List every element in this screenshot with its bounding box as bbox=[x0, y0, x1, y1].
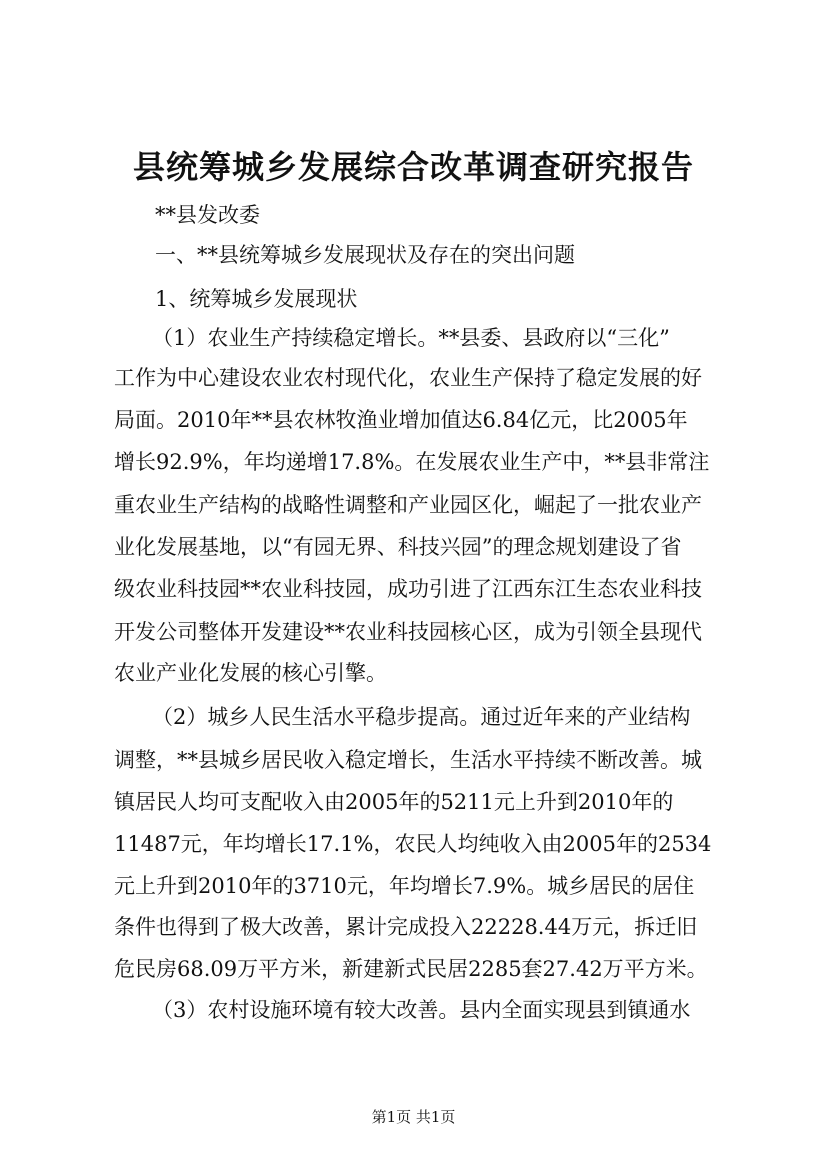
section-heading: 一、**县统筹城乡发展现状及存在的突出问题 bbox=[155, 243, 575, 267]
paragraph-line: 危民房68.09万平方米，新建新式民居2285套27.42万平方米。 bbox=[114, 957, 708, 981]
paragraph-line: 镇居民人均可支配收入由2005年的5211元上升到2010年的 bbox=[114, 790, 674, 814]
paragraph-line: 农业产业化发展的核心引擎。 bbox=[114, 661, 387, 685]
subsection-heading: 1、统筹城乡发展现状 bbox=[155, 287, 358, 311]
paragraph-line: 级农业科技园**农业科技园，成功引进了江西东江生态农业科技 bbox=[114, 577, 702, 601]
paragraph-line: 开发公司整体开发建设**农业科技园核心区，成为引领全县现代 bbox=[114, 620, 702, 644]
paragraph-line: 局面。2010年**县农林牧渔业增加值达6.84亿元，比2005年 bbox=[114, 408, 688, 432]
paragraph-line: 重农业生产结构的战略性调整和产业园区化，崛起了一批农业产 bbox=[114, 493, 702, 517]
paragraph-line: 调整，**县城乡居民收入稳定增长，生活水平持续不断改善。城 bbox=[114, 748, 702, 772]
paragraph-line: 元上升到2010年的3710元，年均增长7.9%。城乡居民的居住 bbox=[114, 874, 695, 898]
page-number: 第1页 共1页 bbox=[371, 1108, 456, 1126]
paragraph-line: 11487元，年均增长17.1%，农民人均纯收入由2005年的2534 bbox=[114, 832, 712, 856]
paragraph-line: （3）农村设施环境有较大改善。县内全面实现县到镇通水 bbox=[152, 998, 691, 1022]
paragraph-line: 增长92.9%，年均递增17.8%。在发展农业生产中，**县非常注 bbox=[114, 450, 710, 474]
author-line: **县发改委 bbox=[155, 203, 260, 227]
paragraph-line: 业化发展基地，以“有园无界、科技兴园”的理念规划建设了省 bbox=[114, 535, 682, 559]
document-title: 县统筹城乡发展综合改革调查研究报告 bbox=[132, 148, 694, 186]
paragraph-line: （2）城乡人民生活水平稳步提高。通过近年来的产业结构 bbox=[152, 705, 691, 729]
paragraph-line: 条件也得到了极大改善，累计完成投入22228.44万元，拆迁旧 bbox=[114, 915, 698, 939]
paragraph-line: （1）农业生产持续稳定增长。**县委、县政府以“三化” bbox=[152, 326, 670, 350]
paragraph-line: 工作为中心建设农业农村现代化，农业生产保持了稳定发展的好 bbox=[114, 366, 702, 390]
